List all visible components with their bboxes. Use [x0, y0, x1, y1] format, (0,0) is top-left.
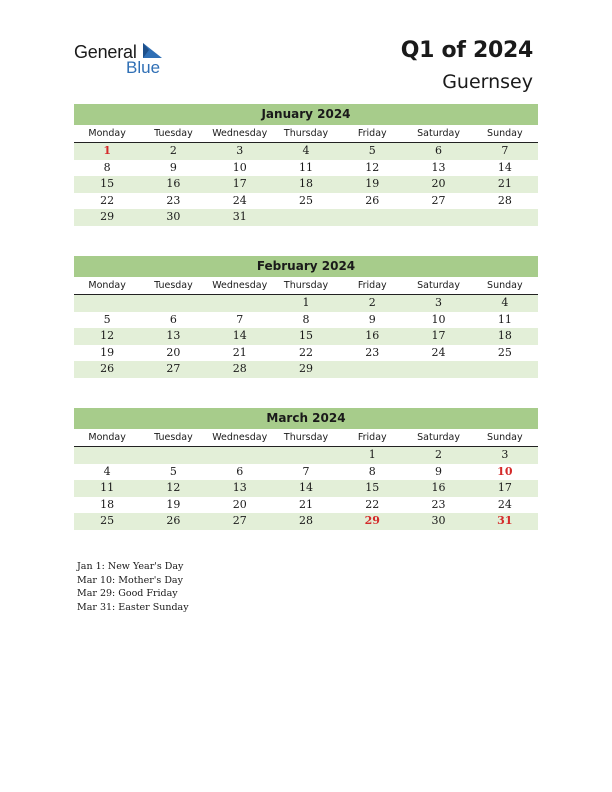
day-cell	[339, 209, 405, 226]
day-cell: 23	[365, 345, 380, 359]
weekday-header-row	[74, 277, 538, 295]
logo-blue-text: Blue	[126, 58, 161, 77]
weekday-header-row	[74, 429, 538, 447]
day-cell: 10	[431, 312, 446, 326]
week-row	[74, 345, 538, 362]
weekday-label: Wednesday	[212, 280, 268, 291]
day-cell: 25	[298, 193, 313, 207]
week-row	[74, 513, 538, 530]
day-cell: 9	[435, 464, 443, 478]
week-row	[74, 295, 538, 312]
day-cell: 16	[365, 329, 380, 342]
week-row	[74, 361, 538, 378]
weekday-label: Saturday	[417, 128, 460, 139]
day-cell: 22	[100, 193, 115, 207]
weekday-label: Sunday	[487, 280, 523, 291]
day-cell: 6	[435, 144, 443, 157]
day-cell	[207, 295, 273, 312]
day-cell: 4	[103, 464, 111, 478]
week-row	[74, 176, 538, 193]
day-cell: 31	[497, 514, 513, 527]
day-cell: 22	[298, 345, 313, 359]
day-cell: 25	[100, 514, 115, 527]
day-cell: 9	[368, 312, 376, 326]
day-cell	[207, 447, 273, 464]
holiday-list-item: Mar 31: Easter Sunday	[77, 601, 189, 613]
day-cell: 23	[431, 497, 446, 511]
day-cell	[472, 361, 538, 378]
day-cell: 6	[236, 464, 244, 478]
day-cell: 8	[368, 464, 376, 478]
month-table	[74, 104, 538, 226]
weekday-label: Monday	[88, 280, 126, 291]
week-row	[74, 328, 538, 345]
day-cell: 29	[298, 362, 313, 375]
week-row	[74, 312, 538, 329]
week-row	[74, 143, 538, 160]
day-cell: 28	[232, 362, 247, 375]
holiday-list-item: Jan 1: New Year's Day	[77, 561, 184, 572]
day-cell: 23	[166, 193, 181, 207]
day-cell: 7	[501, 144, 509, 157]
day-cell: 7	[302, 464, 310, 478]
day-cell: 1	[103, 144, 111, 157]
day-cell: 21	[232, 345, 247, 359]
day-cell	[472, 209, 538, 226]
week-row	[74, 193, 538, 210]
day-cell: 30	[431, 514, 446, 527]
day-cell: 2	[435, 448, 443, 461]
day-cell: 16	[431, 481, 446, 494]
day-cell: 5	[169, 464, 177, 478]
month-header: March 2024	[74, 408, 538, 429]
day-cell: 8	[103, 160, 111, 174]
day-cell: 19	[100, 345, 115, 359]
month-table	[74, 408, 538, 530]
weekday-label: Sunday	[487, 432, 523, 443]
weekday-label: Tuesday	[154, 128, 193, 139]
day-cell: 6	[169, 312, 177, 326]
day-cell: 13	[232, 481, 247, 494]
day-cell: 1	[302, 296, 310, 309]
day-cell: 4	[501, 296, 509, 309]
day-cell: 4	[302, 144, 310, 157]
day-cell	[140, 295, 206, 312]
day-cell: 15	[365, 481, 380, 494]
day-cell: 20	[232, 497, 247, 511]
day-cell: 30	[166, 210, 181, 223]
day-cell: 10	[232, 160, 247, 174]
day-cell: 15	[298, 329, 313, 342]
day-cell	[140, 447, 206, 464]
day-cell	[74, 447, 140, 464]
week-row	[74, 497, 538, 514]
day-cell: 5	[103, 312, 111, 326]
holiday-list	[77, 560, 189, 614]
holiday-list-item: Mar 10: Mother's Day	[77, 574, 183, 586]
day-cell: 12	[365, 160, 380, 174]
day-cell: 21	[497, 177, 512, 190]
day-cell: 25	[497, 345, 512, 359]
weekday-label: Monday	[88, 432, 126, 443]
day-cell: 14	[497, 160, 512, 174]
month-header: February 2024	[74, 256, 538, 277]
day-cell: 2	[169, 144, 177, 157]
week-row	[74, 160, 538, 177]
holiday-list-item: Mar 29: Good Friday	[77, 588, 178, 599]
day-cell: 24	[497, 497, 512, 511]
day-cell: 21	[298, 497, 313, 511]
weekday-label: Sunday	[487, 128, 523, 139]
day-cell: 20	[166, 345, 181, 359]
day-cell: 24	[232, 193, 247, 207]
day-cell: 26	[100, 362, 115, 375]
weekday-label: Wednesday	[212, 128, 268, 139]
day-cell: 12	[100, 329, 115, 342]
day-cell: 27	[232, 514, 247, 527]
month-table	[74, 256, 538, 378]
day-cell: 27	[166, 362, 181, 375]
weekday-label: Monday	[88, 128, 126, 139]
day-cell	[273, 447, 339, 464]
day-cell: 17	[497, 481, 512, 494]
day-cell: 29	[364, 514, 380, 527]
day-cell: 22	[365, 497, 380, 511]
weekday-label: Thursday	[283, 128, 329, 139]
day-cell: 3	[236, 144, 244, 157]
day-cell: 11	[100, 481, 115, 494]
day-cell	[74, 295, 140, 312]
day-cell: 2	[368, 296, 376, 309]
day-cell: 15	[100, 177, 115, 190]
day-cell	[273, 209, 339, 226]
page-title: Q1 of 2024	[400, 38, 533, 63]
day-cell: 17	[232, 177, 247, 190]
day-cell: 5	[368, 144, 376, 157]
day-cell	[339, 361, 405, 378]
day-cell: 3	[501, 448, 509, 461]
day-cell: 3	[435, 296, 443, 309]
weekday-label: Tuesday	[154, 280, 193, 291]
weekday-label: Friday	[357, 128, 387, 139]
day-cell: 28	[298, 514, 313, 527]
day-cell: 12	[166, 481, 181, 494]
day-cell: 18	[497, 329, 512, 342]
day-cell: 8	[302, 312, 310, 326]
day-cell: 24	[431, 345, 446, 359]
sail-triangle-icon	[141, 43, 163, 59]
week-row	[74, 480, 538, 497]
week-row	[74, 209, 538, 226]
weekday-label: Wednesday	[212, 432, 268, 443]
day-cell: 26	[365, 193, 380, 207]
day-cell: 26	[166, 514, 181, 527]
day-cell: 14	[232, 329, 247, 342]
day-cell: 11	[497, 312, 512, 326]
day-cell	[405, 209, 471, 226]
day-cell: 19	[365, 177, 380, 190]
day-cell: 18	[298, 177, 313, 190]
day-cell: 11	[298, 160, 313, 174]
weekday-label: Saturday	[417, 280, 460, 291]
day-cell: 7	[236, 312, 244, 326]
weekday-label: Friday	[357, 432, 387, 443]
week-row	[74, 447, 538, 464]
day-cell	[405, 361, 471, 378]
day-cell: 17	[431, 329, 446, 342]
day-cell: 1	[368, 448, 376, 461]
region-name: Guernsey	[442, 71, 533, 93]
weekday-label: Thursday	[283, 432, 329, 443]
day-cell: 10	[497, 464, 513, 478]
day-cell: 13	[166, 329, 181, 342]
day-cell: 28	[497, 193, 512, 207]
day-cell: 18	[100, 497, 115, 511]
day-cell: 19	[166, 497, 181, 511]
day-cell: 14	[298, 481, 313, 494]
weekday-header-row	[74, 125, 538, 143]
logo-general-text: General	[74, 42, 137, 62]
day-cell: 13	[431, 160, 446, 174]
month-header: January 2024	[74, 104, 538, 125]
day-cell: 20	[431, 177, 446, 190]
weekday-label: Friday	[357, 280, 387, 291]
weekday-label: Tuesday	[154, 432, 193, 443]
week-row	[74, 464, 538, 481]
day-cell: 29	[100, 210, 115, 223]
day-cell: 31	[232, 210, 247, 223]
weekday-label: Saturday	[417, 432, 460, 443]
day-cell: 16	[166, 177, 181, 190]
weekday-label: Thursday	[283, 280, 329, 291]
generalblue-logo	[74, 41, 174, 81]
day-cell: 27	[431, 193, 446, 207]
day-cell: 9	[169, 160, 177, 174]
